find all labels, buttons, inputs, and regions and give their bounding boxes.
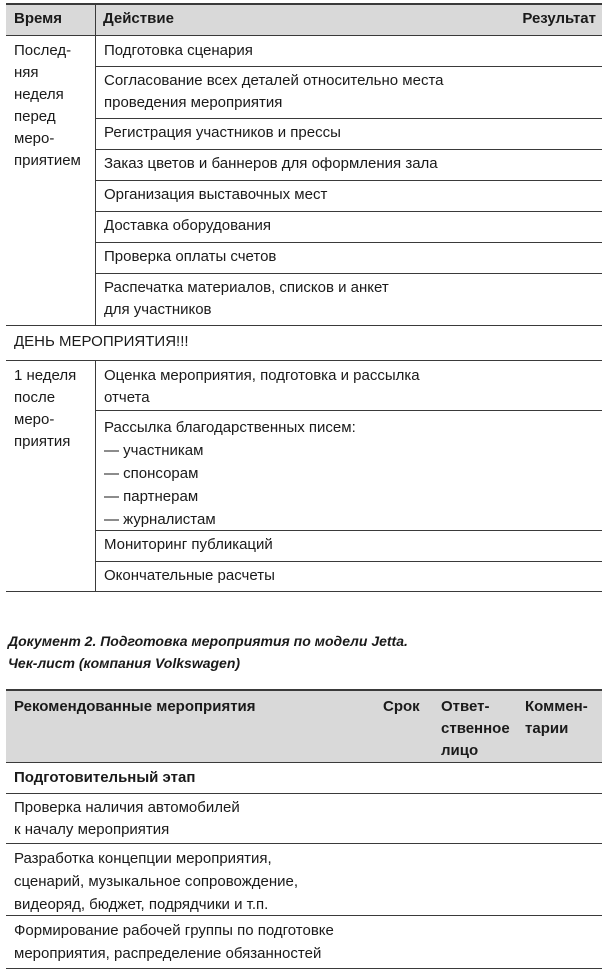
row-divider [96, 211, 602, 212]
column-divider [95, 360, 96, 591]
header-result: Результат [522, 10, 596, 27]
action-item: Окончательные расчеты [104, 567, 275, 584]
action-item: Согласование всех деталей относительно места проведения мероприятия [104, 72, 444, 111]
row-divider [96, 66, 602, 67]
row-divider [6, 968, 602, 969]
row-divider [96, 118, 602, 119]
table-row: Проверка наличия автомобилей к началу мероприятия [14, 799, 240, 838]
time-label-week-after: 1 неделя после меро- приятия [14, 367, 77, 450]
time-label-week-before: Послед- няя неделя перед меро- приятием [14, 42, 81, 169]
table-row: Формирование рабочей группы по подготовке мероприятия, распределение обязанностей [14, 922, 334, 962]
action-item: Подготовка сценария [104, 42, 253, 59]
header-time: Время [14, 10, 62, 27]
event-day-label: ДЕНЬ МЕРОПРИЯТИЯ!!! [14, 333, 189, 350]
header-responsible: Ответ- ственное лицо [441, 698, 510, 759]
action-item: Регистрация участников и прессы [104, 124, 341, 141]
action-item: Проверка оплаты счетов [104, 248, 277, 265]
column-divider [95, 3, 96, 325]
document-caption-title: Документ 2. Подготовка мероприятия по модели Jetta. [8, 633, 408, 649]
row-divider [6, 843, 602, 844]
header-comments: Коммен- тарии [525, 698, 588, 737]
row-divider [6, 793, 602, 794]
action-item: Заказ цветов и баннеров для оформления зала [104, 155, 438, 172]
action-item: Мониторинг публикаций [104, 536, 273, 553]
action-item: Организация выставочных мест [104, 186, 328, 203]
row-divider [96, 561, 602, 562]
header-action: Действие [103, 10, 174, 27]
table-border [6, 591, 602, 592]
table-border [6, 689, 602, 691]
table-row: Разработка концепции мероприятия, сценарий, музыкальное сопровождение, видеоряд, бюджет, подрядчики и т.п. [14, 850, 298, 913]
header-deadline: Срок [383, 698, 420, 715]
action-item: Оценка мероприятия, подготовка и рассылка отчета [104, 367, 420, 406]
action-item: Доставка оборудования [104, 217, 272, 234]
row-divider [96, 410, 602, 411]
header-activities: Рекомендованные мероприятия [14, 698, 256, 715]
row-divider [96, 242, 602, 243]
row-divider [96, 180, 602, 181]
row-divider [6, 762, 602, 763]
row-divider [6, 325, 602, 326]
row-divider [96, 273, 602, 274]
action-item: Распечатка материалов, списков и анкет для участников [104, 279, 389, 318]
section-title: Подготовительный этап [14, 769, 196, 786]
row-divider [96, 149, 602, 150]
action-item: Рассылка благодарственных писем: — участникам — спонсорам — партнерам — журналистам [104, 419, 356, 528]
document-caption-subtitle: Чек-лист (компания Volkswagen) [8, 655, 241, 671]
